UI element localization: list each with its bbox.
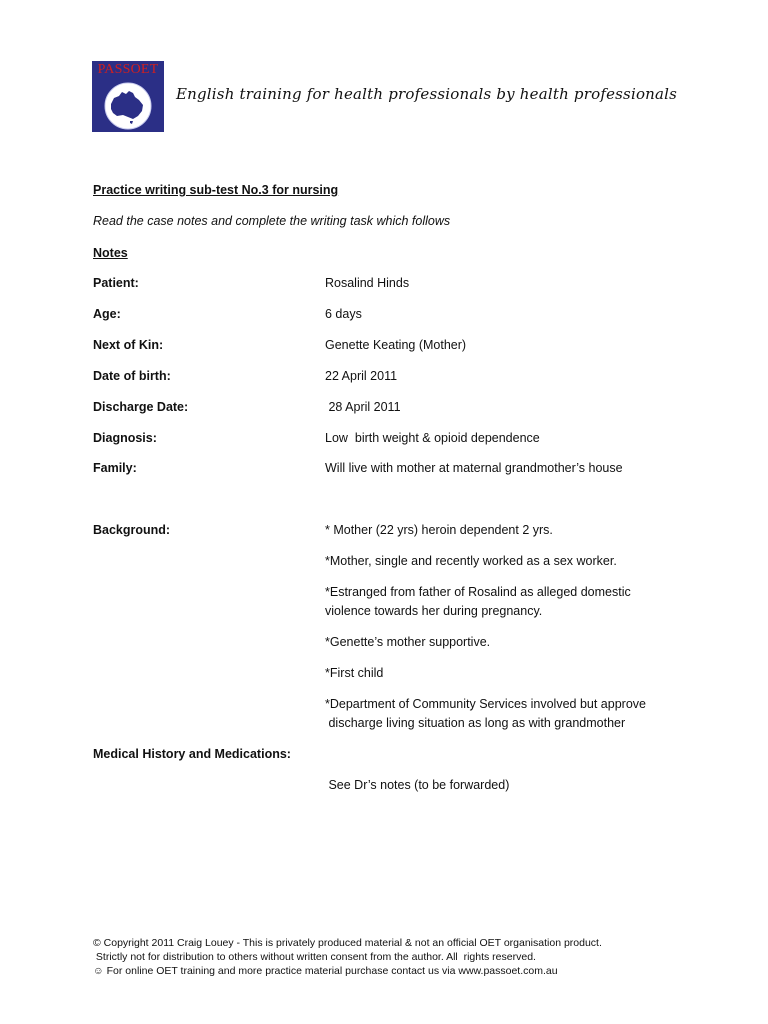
background-item: * Mother (22 yrs) heroin dependent 2 yrs. (325, 523, 553, 537)
field-value-dob: 22 April 2011 (325, 369, 398, 383)
field-value-next-of-kin: Genette Keating (Mother) (325, 338, 467, 352)
passoet-logo (92, 61, 164, 132)
background-item: violence towards her during pregnancy. (325, 604, 543, 618)
footer-distribution: Strictly not for distribution to others without written consent from the author. All rights reserved. (93, 951, 536, 963)
instruction: Read the case notes and complete the writing task which follows (93, 214, 451, 228)
field-value-age: 6 days (325, 307, 362, 321)
field-label-discharge-date: Discharge Date: (93, 400, 189, 414)
field-label-diagnosis: Diagnosis: (93, 431, 157, 445)
background-label: Background: (93, 523, 171, 537)
footer-copyright: © Copyright 2011 Craig Louey - This is privately produced material & not an official OET organisation product. (93, 937, 602, 949)
field-label-next-of-kin: Next of Kin: (93, 338, 164, 352)
tagline: English training for health professionals by health professionals (176, 85, 678, 103)
field-value-discharge-date: 28 April 2011 (325, 400, 401, 414)
background-item: *Mother, single and recently worked as a sex worker. (325, 554, 617, 568)
background-item: discharge living situation as long as with grandmother (325, 716, 626, 730)
field-label-dob: Date of birth: (93, 369, 171, 383)
logo-text: PASSOET (97, 62, 159, 77)
notes-heading: Notes (93, 246, 128, 260)
page-title: Practice writing sub-test No.3 for nursing (93, 183, 339, 197)
australia-map-icon (92, 79, 164, 132)
background-item: *Genette’s mother supportive. (325, 635, 491, 649)
field-label-family: Family: (93, 461, 137, 475)
field-value-diagnosis: Low birth weight & opioid dependence (325, 431, 540, 445)
medical-history-value: See Dr’s notes (to be forwarded) (325, 778, 510, 792)
medical-history-label: Medical History and Medications: (93, 747, 291, 761)
field-label-patient: Patient: (93, 276, 139, 290)
background-item: *First child (325, 666, 384, 680)
background-item: *Department of Community Services involved but approve (325, 697, 646, 711)
footer (93, 936, 602, 978)
background-item: *Estranged from father of Rosalind as alleged domestic (325, 585, 631, 599)
field-value-family: Will live with mother at maternal grandmother’s house (325, 461, 623, 475)
footer-contact: ☺ For online OET training and more practice material purchase contact us via www.passoet.com.au (93, 965, 558, 977)
field-label-age: Age: (93, 307, 121, 321)
field-value-patient: Rosalind Hinds (325, 276, 410, 290)
